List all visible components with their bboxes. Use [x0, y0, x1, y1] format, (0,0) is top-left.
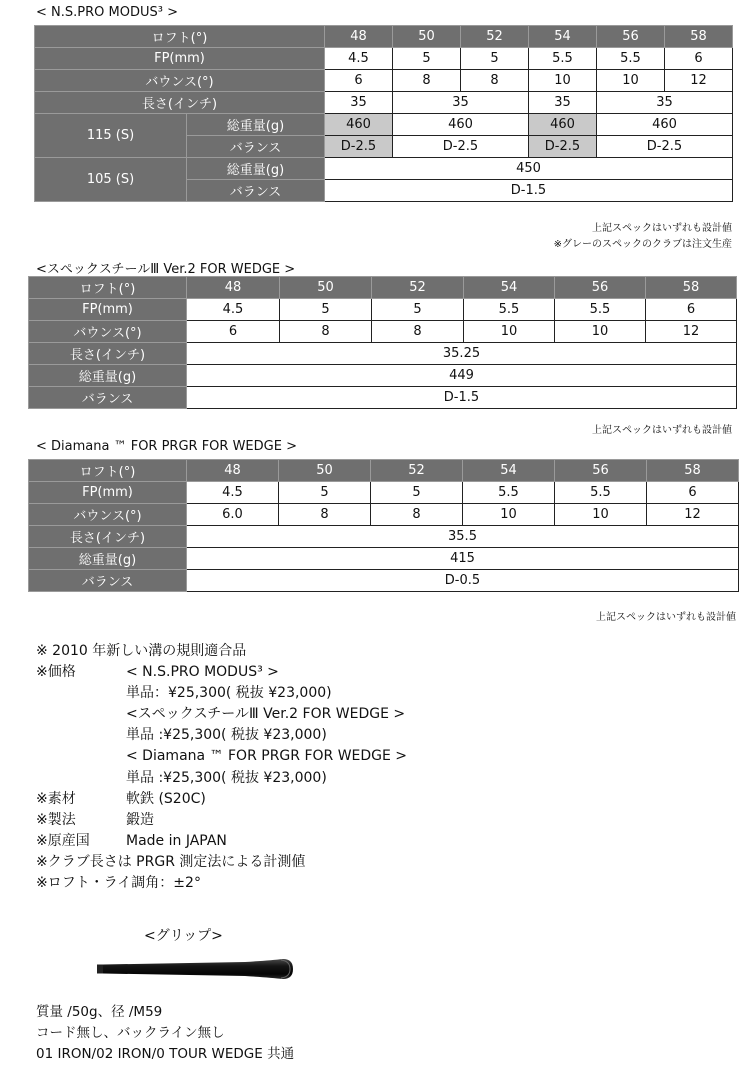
balance-cell: D-0.5	[187, 570, 739, 592]
info-value: Made in JAPAN	[126, 832, 227, 849]
fp-row	[35, 48, 733, 70]
row-label: ロフト(°)	[29, 460, 187, 482]
diamana-title: < Diamana ™ FOR PRGR FOR WEDGE >	[36, 439, 297, 454]
bounce-cell: 10	[555, 321, 646, 343]
grip-info	[36, 1002, 294, 1065]
balance-cell: D-2.5	[529, 136, 597, 158]
balance-cell: D-1.5	[325, 180, 733, 202]
fp-cell: 5	[372, 299, 464, 321]
fp-cell: 5.5	[555, 299, 646, 321]
bounce-cell: 6	[187, 321, 280, 343]
info-value: 単品：¥25,300( 税抜 ¥23,000)	[126, 685, 332, 702]
fp-cell: 5	[279, 482, 371, 504]
balance-cell: D-1.5	[187, 387, 737, 409]
design-value-note: 上記スペックはいずれも設計値	[592, 223, 732, 234]
length-row	[35, 92, 733, 114]
fp-cell: 5.5	[529, 48, 597, 70]
loft-cell: 50	[393, 26, 461, 48]
loft-cell: 54	[464, 277, 555, 299]
balance-cell: D-2.5	[325, 136, 393, 158]
gray-order-note: ※グレーのスペックのクラブは注文生産	[553, 239, 732, 250]
design-value-note: 上記スペックはいずれも設計値	[592, 425, 732, 436]
row-label: バランス	[187, 180, 325, 202]
loft-cell: 58	[665, 26, 733, 48]
weight-cell: 449	[187, 365, 737, 387]
loft-cell: 48	[187, 460, 279, 482]
bounce-cell: 10	[463, 504, 555, 526]
length-cell: 35	[597, 92, 733, 114]
row-label: 長さ(インチ)	[35, 92, 325, 114]
grip-image	[95, 956, 295, 982]
bounce-row	[35, 70, 733, 92]
length-cell: 35.5	[187, 526, 739, 548]
fp-row	[29, 299, 737, 321]
bounce-cell: 12	[647, 504, 739, 526]
balance-cell: D-2.5	[597, 136, 733, 158]
row-label: 総重量(g)	[187, 114, 325, 136]
loft-cell: 56	[597, 26, 665, 48]
balance-row	[29, 387, 737, 409]
fp-cell: 5	[371, 482, 463, 504]
loft-cell: 52	[461, 26, 529, 48]
bounce-cell: 10	[555, 504, 647, 526]
row-label: バウンス(°)	[35, 70, 325, 92]
loft-cell: 56	[555, 460, 647, 482]
info-key: ※ 2010 年新しい溝の規則適合品	[36, 643, 247, 659]
info-key: ※原産国	[36, 832, 90, 849]
info-value: < N.S.PRO MODUS³ >	[126, 664, 279, 681]
loft-row	[29, 277, 737, 299]
fp-cell: 5.5	[597, 48, 665, 70]
weight-row-105	[35, 158, 733, 180]
info-value: 単品 :¥25,300( 税抜 ¥23,000)	[126, 727, 327, 744]
info-key: ※クラブ長さは PRGR 測定法による計測値	[36, 853, 306, 870]
bounce-row	[29, 504, 739, 526]
bounce-cell: 8	[371, 504, 463, 526]
length-cell: 35.25	[187, 343, 737, 365]
bounce-cell: 6	[325, 70, 393, 92]
info-key: ※ロフト・ライ調角：±2°	[36, 875, 201, 892]
fp-cell: 5	[280, 299, 372, 321]
info-value: < Diamana ™ FOR PRGR FOR WEDGE >	[126, 748, 408, 765]
weight-cell: 460	[325, 114, 393, 136]
bounce-cell: 8	[393, 70, 461, 92]
fp-cell: 5.5	[555, 482, 647, 504]
length-cell: 35	[325, 92, 393, 114]
loft-cell: 54	[529, 26, 597, 48]
grip-caption: <グリップ>	[144, 928, 223, 944]
bounce-cell: 6.0	[187, 504, 279, 526]
loft-row	[29, 460, 739, 482]
row-label: FP(mm)	[29, 482, 187, 504]
bounce-cell: 12	[665, 70, 733, 92]
row-label: 長さ(インチ)	[29, 526, 187, 548]
fp-cell: 4.5	[187, 299, 280, 321]
bounce-cell: 10	[529, 70, 597, 92]
info-value: 軟鉄 (S20C)	[126, 790, 206, 807]
loft-cell: 48	[187, 277, 280, 299]
weight-cell: 415	[187, 548, 739, 570]
row-label: ロフト(°)	[29, 277, 187, 299]
info-key: ※素材	[36, 790, 76, 807]
modus-title: < N.S.PRO MODUS³ >	[36, 5, 178, 20]
weight-row	[29, 365, 737, 387]
info-value: 鍛造	[126, 811, 154, 828]
weight-cell: 460	[597, 114, 733, 136]
weight-cell: 460	[529, 114, 597, 136]
info-value: <スペックスチールⅢ Ver.2 FOR WEDGE >	[126, 706, 406, 723]
spec3-title: <スペックスチールⅢ Ver.2 FOR WEDGE >	[36, 262, 296, 277]
loft-cell: 56	[555, 277, 646, 299]
bounce-cell: 10	[464, 321, 555, 343]
balance-row	[29, 570, 739, 592]
fp-cell: 5.5	[464, 299, 555, 321]
info-key: ※価格	[36, 664, 76, 681]
row-label: バランス	[29, 387, 187, 409]
spec3-spec-table	[28, 276, 737, 409]
row-label: バウンス(°)	[29, 321, 187, 343]
length-row	[29, 526, 739, 548]
fp-row	[29, 482, 739, 504]
design-value-note: 上記スペックはいずれも設計値	[596, 612, 736, 623]
bounce-cell: 10	[597, 70, 665, 92]
fp-cell: 4.5	[187, 482, 279, 504]
loft-cell: 50	[280, 277, 372, 299]
loft-cell: 58	[646, 277, 737, 299]
loft-cell: 50	[279, 460, 371, 482]
grip-features: コード無し、バックライン無し	[36, 1025, 225, 1041]
fp-cell: 5.5	[463, 482, 555, 504]
loft-cell: 54	[463, 460, 555, 482]
weight-cell: 460	[393, 114, 529, 136]
weight-cell: 450	[325, 158, 733, 180]
length-row	[29, 343, 737, 365]
row-label: バウンス(°)	[29, 504, 187, 526]
fp-cell: 5	[461, 48, 529, 70]
bounce-cell: 8	[372, 321, 464, 343]
shaft-105-label: 105 (S)	[35, 158, 187, 202]
row-label: 長さ(インチ)	[29, 343, 187, 365]
fp-cell: 6	[647, 482, 739, 504]
info-key: ※製法	[36, 811, 76, 828]
loft-cell: 52	[371, 460, 463, 482]
bounce-cell: 8	[279, 504, 371, 526]
shaft-115-label: 115 (S)	[35, 114, 187, 158]
balance-cell: D-2.5	[393, 136, 529, 158]
fp-cell: 5	[393, 48, 461, 70]
row-label: 総重量(g)	[29, 548, 187, 570]
row-label: バランス	[187, 136, 325, 158]
row-label: FP(mm)	[35, 48, 325, 70]
loft-cell: 48	[325, 26, 393, 48]
diamana-spec-table	[28, 459, 739, 592]
fp-cell: 4.5	[325, 48, 393, 70]
weight-row	[29, 548, 739, 570]
bounce-cell: 8	[461, 70, 529, 92]
bounce-cell: 12	[646, 321, 737, 343]
row-label: ロフト(°)	[35, 26, 325, 48]
loft-cell: 52	[372, 277, 464, 299]
fp-cell: 6	[665, 48, 733, 70]
modus-spec-table	[34, 25, 733, 202]
grip-compat: 01 IRON/02 IRON/0 TOUR WEDGE 共通	[36, 1046, 295, 1062]
loft-cell: 58	[647, 460, 739, 482]
grip-spec: 質量 /50g、径 /M59	[36, 1004, 163, 1020]
row-label: 総重量(g)	[29, 365, 187, 387]
fp-cell: 6	[646, 299, 737, 321]
row-label: バランス	[29, 570, 187, 592]
loft-row	[35, 26, 733, 48]
length-cell: 35	[529, 92, 597, 114]
length-cell: 35	[393, 92, 529, 114]
row-label: FP(mm)	[29, 299, 187, 321]
bounce-cell: 8	[280, 321, 372, 343]
row-label: 総重量(g)	[187, 158, 325, 180]
bounce-row	[29, 321, 737, 343]
weight-row-115	[35, 114, 733, 136]
info-value: 単品 :¥25,300( 税抜 ¥23,000)	[126, 769, 327, 786]
